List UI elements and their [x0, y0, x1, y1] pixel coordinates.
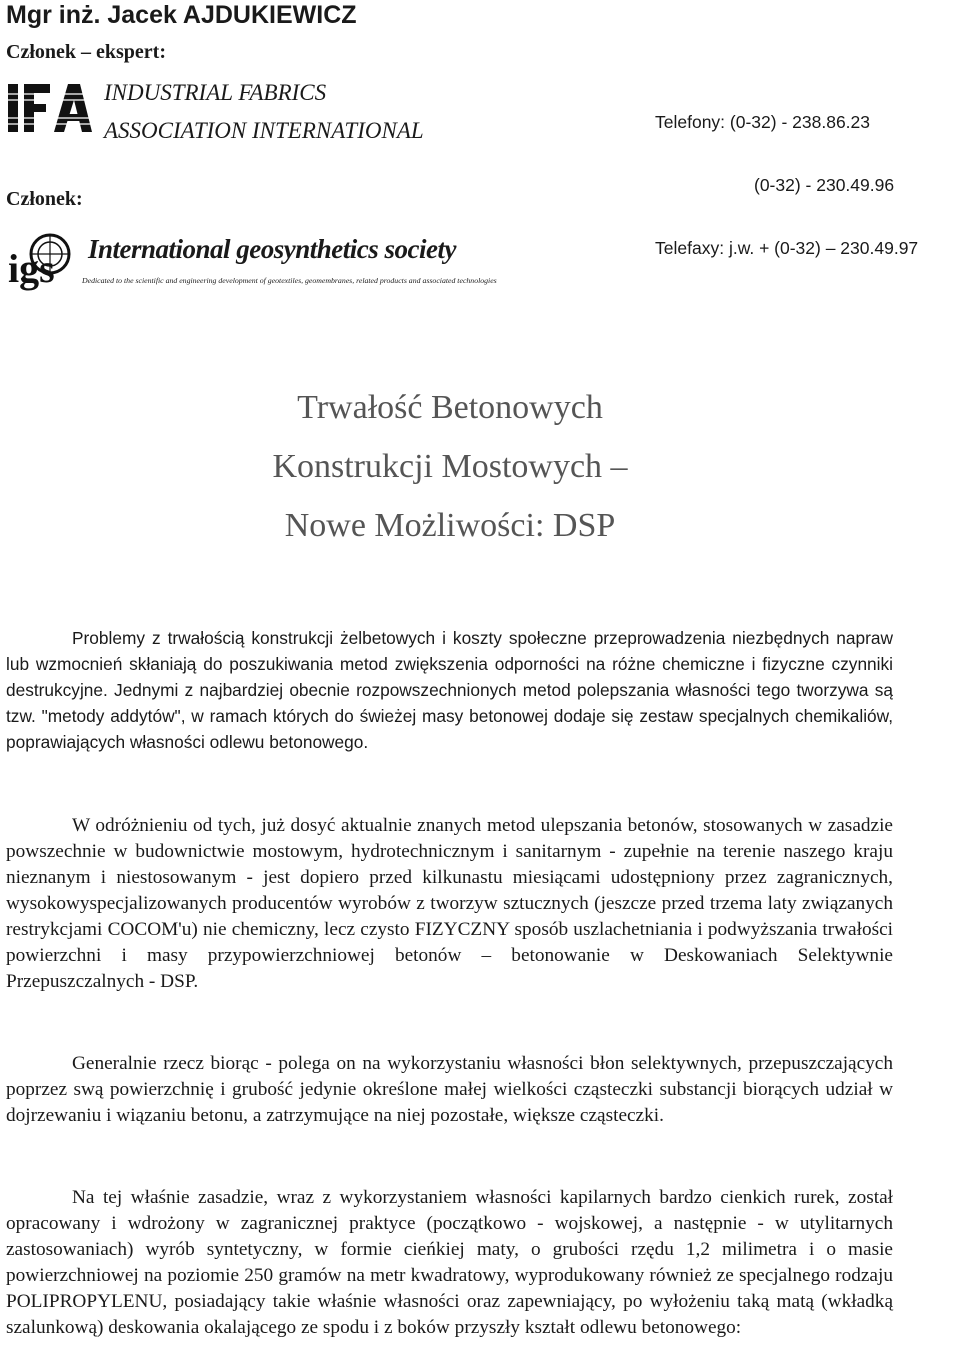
igs-logo-letters: igs: [8, 246, 55, 291]
paragraph-4: Na tej właśnie zasadzie, wraz z wykorzystaniem własności kapilarnych bardzo cienkich rurek, został opracowany i wdrożony w zagranicznej praktyce (początkowo - wojskowej, a następnie - w utylitarnych zastosowaniach) wyrób syntetyczny, w formie cieńkiej maty, o grubości rzędu 1,2 milimetra i o masie powierzchniowej na poziomie 250 gramów na metr kwadratowy, wyprodukowany również ze specjalnego rodzaju POLIPROPYLENU, posiadający takie właśnie własności oraz zapewniający, po wyłożeniu taką matą (wkładką szalunkową) deskowania okalającego ze spodu i z boków przyszły kształt odlewu betonowego:: [6, 1187, 893, 1338]
contact-block: [655, 70, 918, 280]
igs-logo-icon: [6, 230, 84, 292]
phone-line-2: [655, 175, 918, 196]
ifai-name-line2: ASSOCIATION INTERNATIONAL: [104, 118, 424, 143]
fax-label: Telefaxy:: [655, 238, 725, 258]
phone-number-2: (0-32) - 230.49.96: [754, 175, 895, 195]
igs-title: International geosynthetics society: [88, 234, 457, 264]
paragraph-3: Generalnie rzecz biorąc - polega on na wykorzystaniu własności błon selektywnych, przepuszczających poprzez swą powierzchnię i grubość jedynie określone małej wielkości cząsteczki substancji biorących udział w dojrzewaniu i wiązaniu betonu, a zatrzymujące na niej pozostałe, większe cząsteczki.: [6, 1053, 893, 1126]
fax-number: j.w. + (0-32) – 230.49.97: [728, 238, 919, 258]
phone-number-1: (0-32) - 238.86.23: [729, 112, 871, 132]
paragraph-1: Problemy z trwałością konstrukcji żelbetowych i koszty społeczne przeprowadzenia niezbędnych napraw lub wzmocnień skłaniają do poszukiwania metod zwiększenia odporności na różne chemiczne i fizyczne czynniki destrukcyjne. Jednymi z najbardziej obecnie rozpowszechnionych metod polepszania własności tego tworzywa są tzw. "metody addytów", w ramach których do świeżej masy betonowej dodaje się zestaw specjalnych chemikaliów, poprawiających własności odlewu betonowego.: [6, 628, 893, 752]
phone-line-1: [655, 112, 918, 133]
paragraph-2: W odróżnieniu od tych, już dosyć aktualnie znanych metod ulepszania betonów, stosowanych w zasadzie powszechnie w budownictwie mostowym, hydrotechnicznym i sanitarnym - zupełnie na terenie naszego kraju nieznanym i niestosowanym - jest dopiero przed kilkunastu miesiącami udostępniony przez zagranicznych, wysokowyspecjalizowanych producentów wyrobów z tworzyw sztucznych (jeszcze przed trzema laty związanych restrykcjami COCOM'u) nie chemiczny, lecz czysto FIZYCZNY sposób uszlachetniania i podwyższania trwałości powierzchni i masy przypowierzchniowej betonów – betonowanie w Deskowaniach Selektywnie Przepuszczalnych - DSP.: [6, 815, 893, 992]
igs-tagline: Dedicated to the scientific and engineering development of geotextiles, geomembranes, related products and associated technologies: [82, 276, 497, 285]
fax-line: [655, 238, 918, 259]
ifai-logo-icon: [6, 80, 92, 136]
title-line-3: Nowe Możliwości: DSP: [284, 507, 616, 544]
document-title: [0, 378, 900, 555]
author-name: Mgr inż. Jacek AJDUKIEWICZ: [6, 1, 357, 29]
member-expert-label: Członek – ekspert:: [6, 41, 166, 63]
title-line-2: Konstrukcji Mostowych –: [272, 448, 628, 485]
ifai-name-line1: INDUSTRIAL FABRICS: [104, 80, 327, 105]
title-line-1: Trwałość Betonowych: [297, 389, 603, 426]
member-label: Członek:: [6, 188, 83, 210]
ifai-name: [104, 74, 424, 150]
phones-label: Telefony:: [655, 112, 726, 132]
